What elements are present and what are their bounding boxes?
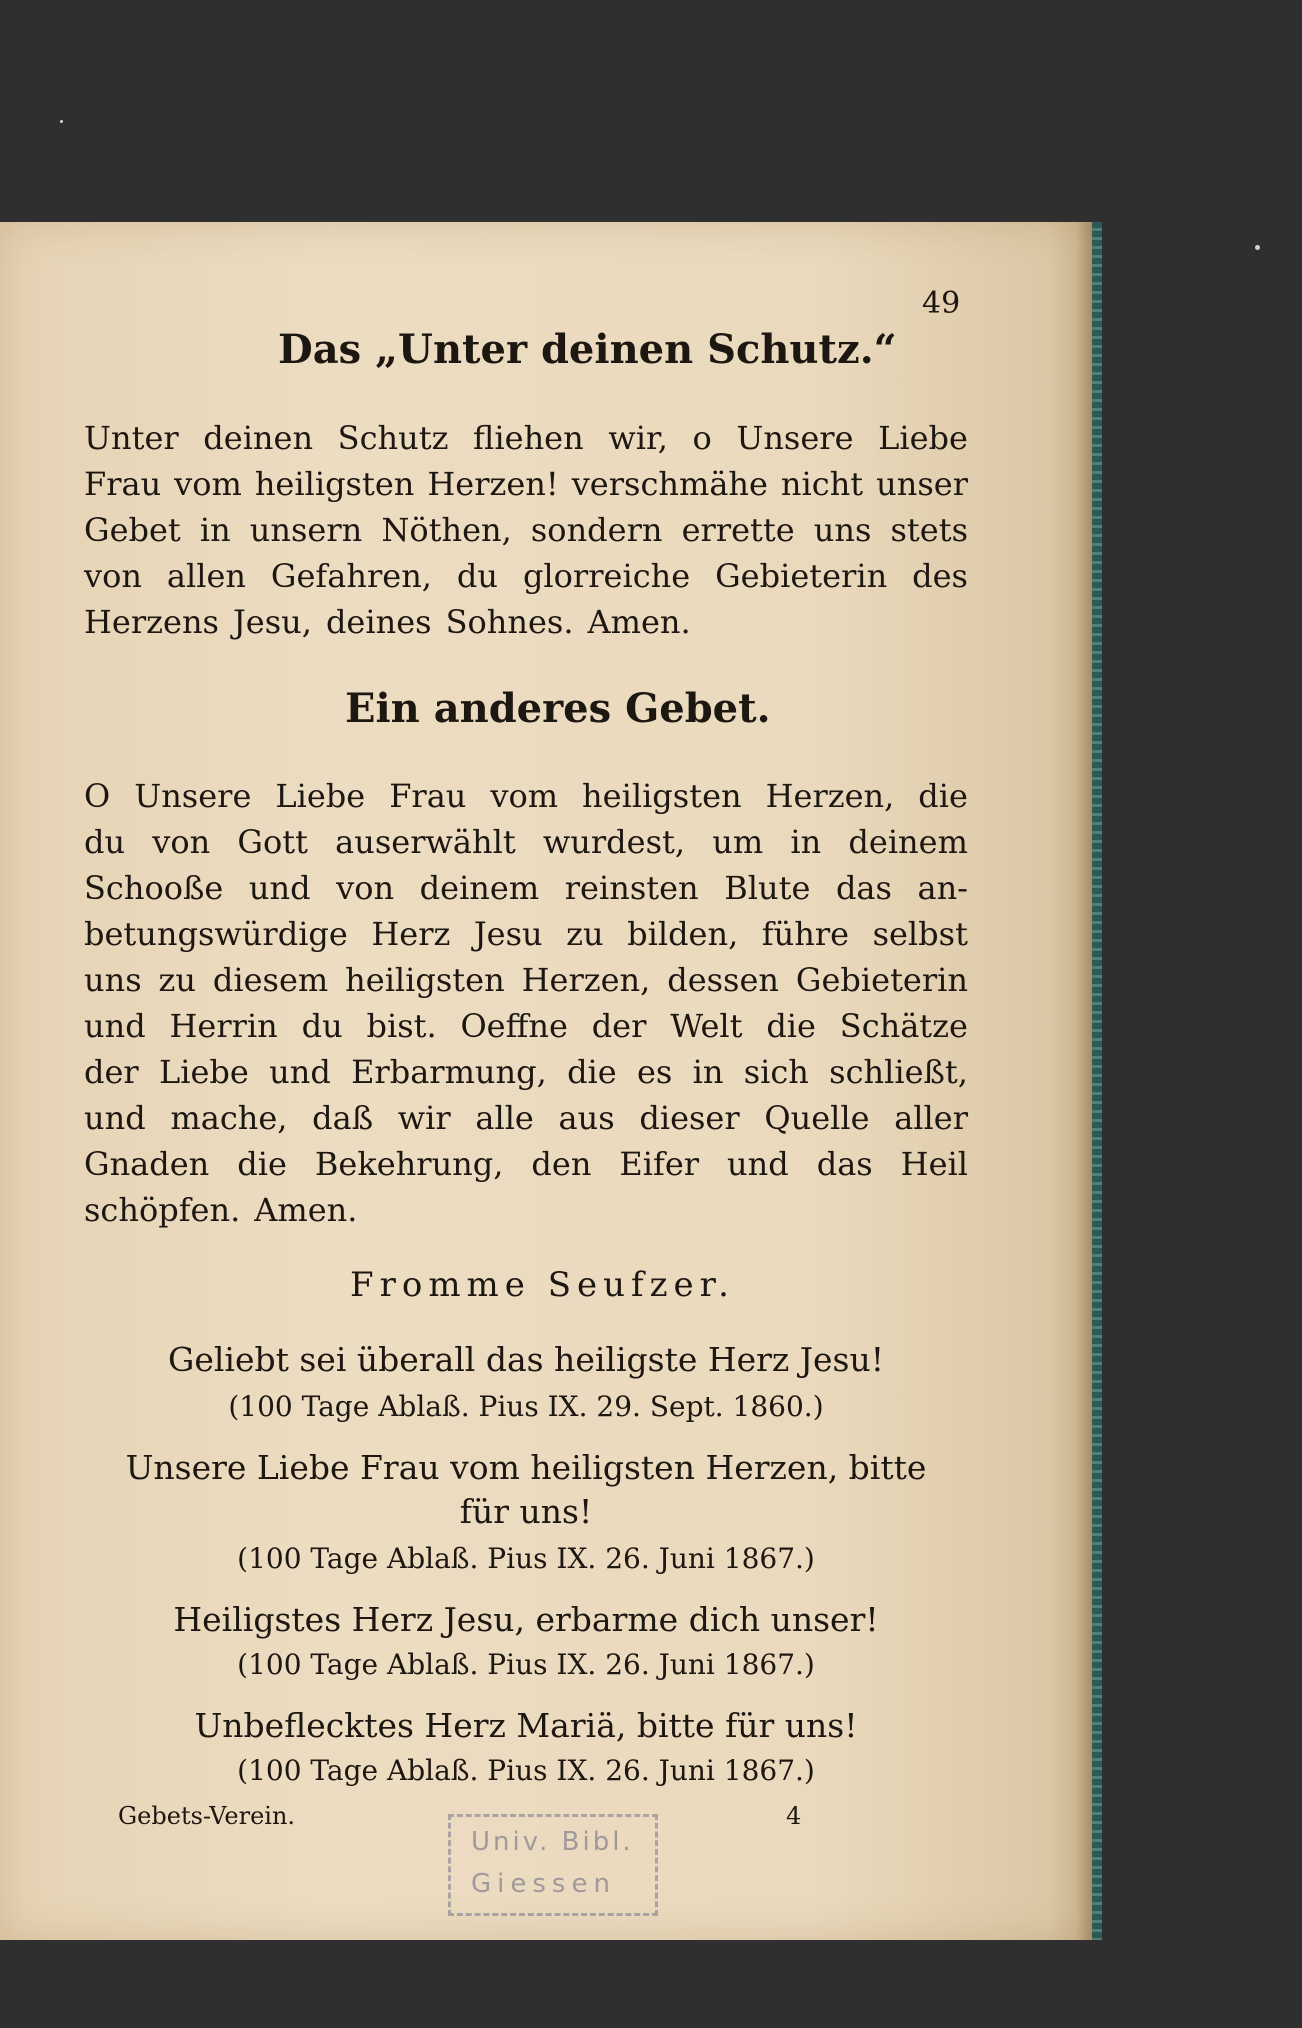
word: fliehen <box>473 419 584 457</box>
word: Sohnes. <box>445 603 574 641</box>
word: daß <box>312 1099 374 1137</box>
word: und <box>269 1053 331 1091</box>
word: schließt, <box>829 1053 968 1091</box>
word: in <box>199 511 231 549</box>
word: aller <box>894 1099 968 1137</box>
word: schöpfen. <box>84 1191 241 1229</box>
text-line <box>84 773 968 819</box>
word: heiligsten <box>582 777 742 815</box>
word: Schutz <box>337 419 449 457</box>
stamp-line-2: Giessen <box>471 1869 616 1899</box>
word: heiligsten <box>254 465 415 503</box>
sigh-text: Unbeflecktes Herz Mariä, bitte für uns! <box>194 1706 858 1745</box>
word: sondern <box>530 511 663 549</box>
word: verschmähe <box>571 465 768 503</box>
word: Amen. <box>587 603 691 641</box>
word: o <box>692 419 712 457</box>
word: Amen. <box>254 1191 358 1229</box>
word: der <box>84 1053 139 1091</box>
word: das <box>816 1145 873 1183</box>
word: an- <box>917 869 968 907</box>
word: Frau <box>84 465 162 503</box>
word: betungswürdige <box>84 915 348 953</box>
word: Bekehrung, <box>314 1145 504 1183</box>
word: und <box>727 1145 789 1183</box>
sigh-text: Unsere Liebe Frau vom heiligsten Herzen, bitte <box>125 1448 927 1487</box>
indulgence-note: (100 Tage Ablaß. Pius IX. 29. Sept. 1860.) <box>228 1390 824 1423</box>
text-line <box>84 415 968 461</box>
page-fold-shadow <box>1076 222 1092 1940</box>
word: deinen <box>203 419 314 457</box>
indulgence-note: (100 Tage Ablaß. Pius IX. 26. Juni 1867.) <box>237 1648 815 1681</box>
text-line <box>84 911 968 957</box>
text-line <box>84 865 968 911</box>
word: du <box>456 557 498 595</box>
word: auserwählt <box>335 823 516 861</box>
word: nicht <box>780 465 864 503</box>
text-line <box>84 553 968 599</box>
word: uns <box>813 511 872 549</box>
text-line <box>84 957 968 1003</box>
word: Liebe <box>158 1053 249 1091</box>
sigh-text-continued: für uns! <box>459 1492 593 1531</box>
word: diesem <box>212 961 329 999</box>
text-line <box>84 819 968 865</box>
word: vom <box>174 465 242 503</box>
word: reinsten <box>564 869 699 907</box>
word: in <box>790 823 822 861</box>
word: aus <box>558 1099 615 1137</box>
word: allen <box>166 557 246 595</box>
word: den <box>531 1145 592 1183</box>
word: Liebe <box>275 777 366 815</box>
word: Herzen, <box>521 961 651 999</box>
word: dieser <box>639 1099 740 1137</box>
word: von <box>152 823 211 861</box>
word: Liebe <box>878 419 968 457</box>
word: uns <box>84 961 142 999</box>
word: du <box>301 1007 343 1045</box>
page-number: 49 <box>922 286 961 321</box>
word: Gebieterin <box>715 557 888 595</box>
indulgence-note: (100 Tage Ablaß. Pius IX. 26. Juni 1867.) <box>237 1754 815 1787</box>
word: Schätze <box>839 1007 968 1045</box>
word: deinem <box>419 869 540 907</box>
word: vom <box>490 777 559 815</box>
word: zu <box>158 961 196 999</box>
word: zu <box>566 915 604 953</box>
word: stets <box>890 511 968 549</box>
word: Gefahren, <box>270 557 432 595</box>
word: du <box>84 823 126 861</box>
word: Heil <box>900 1145 968 1183</box>
word: bist. <box>366 1007 437 1045</box>
text-line <box>84 1003 968 1049</box>
section-title-ein-anderes-gebet: Ein anderes Gebet. <box>345 685 771 732</box>
word: wir, <box>608 419 668 457</box>
word: heiligsten <box>345 961 505 999</box>
word: um <box>712 823 764 861</box>
word: O <box>84 777 111 815</box>
sigh-text: Geliebt sei überall das heiligste Herz Jesu! <box>167 1340 885 1379</box>
prayer-ein-anderes-gebet <box>84 773 968 1233</box>
word: alle <box>475 1099 534 1137</box>
word: Unsere <box>134 777 252 815</box>
stamp-line-1: Univ. Bibl. <box>471 1827 634 1857</box>
word: Gebieterin <box>795 961 968 999</box>
word: Erbarmung, <box>351 1053 547 1091</box>
word: Jesu, <box>232 603 312 641</box>
text-line <box>84 1141 968 1187</box>
word: der <box>591 1007 647 1045</box>
word: Gnaden <box>84 1145 210 1183</box>
word: von <box>336 869 395 907</box>
indulgence-note: (100 Tage Ablaß. Pius IX. 26. Juni 1867.) <box>237 1542 815 1575</box>
word: des <box>912 557 968 595</box>
word: unser <box>876 465 968 503</box>
sigh-text: Heiligstes Herz Jesu, erbarme dich unser! <box>173 1600 879 1639</box>
word: die <box>567 1053 617 1091</box>
word: bilden, <box>627 915 739 953</box>
word: Frau <box>389 777 467 815</box>
word: Blute <box>724 869 811 907</box>
word: von <box>84 557 142 595</box>
word: unsern <box>249 511 363 549</box>
word: Oeffne <box>460 1007 568 1045</box>
word: und <box>248 869 311 907</box>
word: wir <box>397 1099 451 1137</box>
word: deines <box>325 603 432 641</box>
footer-gathering-number: 4 <box>786 1802 802 1830</box>
text-line <box>84 1095 968 1141</box>
word: Welt <box>670 1007 743 1045</box>
word: Herrin <box>169 1007 278 1045</box>
word: und <box>84 1099 146 1137</box>
word: Herz <box>371 915 451 953</box>
word: führe <box>761 915 850 953</box>
word: wurdest, <box>542 823 686 861</box>
text-line <box>84 507 968 553</box>
word: dessen <box>667 961 780 999</box>
word: die <box>918 777 968 815</box>
text-line <box>84 461 968 507</box>
word: die <box>766 1007 816 1045</box>
prayer-unter-deinen-schutz <box>84 415 968 645</box>
word: Quelle <box>764 1099 870 1137</box>
word: sich <box>743 1053 809 1091</box>
word: Jesu <box>473 915 543 953</box>
section-title-fromme-seufzer: Fromme Seufzer. <box>350 1265 735 1305</box>
word: Schooße <box>84 869 224 907</box>
dust-speck <box>1255 245 1260 250</box>
dust-speck <box>60 120 63 123</box>
word: und <box>84 1007 146 1045</box>
word: Unsere <box>736 419 854 457</box>
text-line <box>84 1049 968 1095</box>
word: Nöthen, <box>381 511 512 549</box>
word: die <box>237 1145 287 1183</box>
word: Gott <box>237 823 308 861</box>
text-line <box>84 599 968 645</box>
footer-signature-mark: Gebets-Verein. <box>118 1802 296 1830</box>
word: mache, <box>170 1099 288 1137</box>
word: Herzens <box>84 603 219 641</box>
word: Unter <box>84 419 179 457</box>
word: in <box>692 1053 724 1091</box>
word: errette <box>681 511 795 549</box>
word: Eifer <box>619 1145 700 1183</box>
word: das <box>835 869 892 907</box>
text-line <box>84 1187 968 1233</box>
word: Herzen! <box>427 465 559 503</box>
word: selbst <box>872 915 968 953</box>
library-stamp <box>448 1814 658 1916</box>
word: glorreiche <box>522 557 691 595</box>
section-title-unter-deinen-schutz: Das „Unter deinen Schutz.“ <box>278 326 897 373</box>
word: es <box>636 1053 673 1091</box>
word: Gebet <box>84 511 181 549</box>
book-spine <box>1092 222 1102 1940</box>
word: deinem <box>848 823 968 861</box>
word: Herzen, <box>765 777 895 815</box>
